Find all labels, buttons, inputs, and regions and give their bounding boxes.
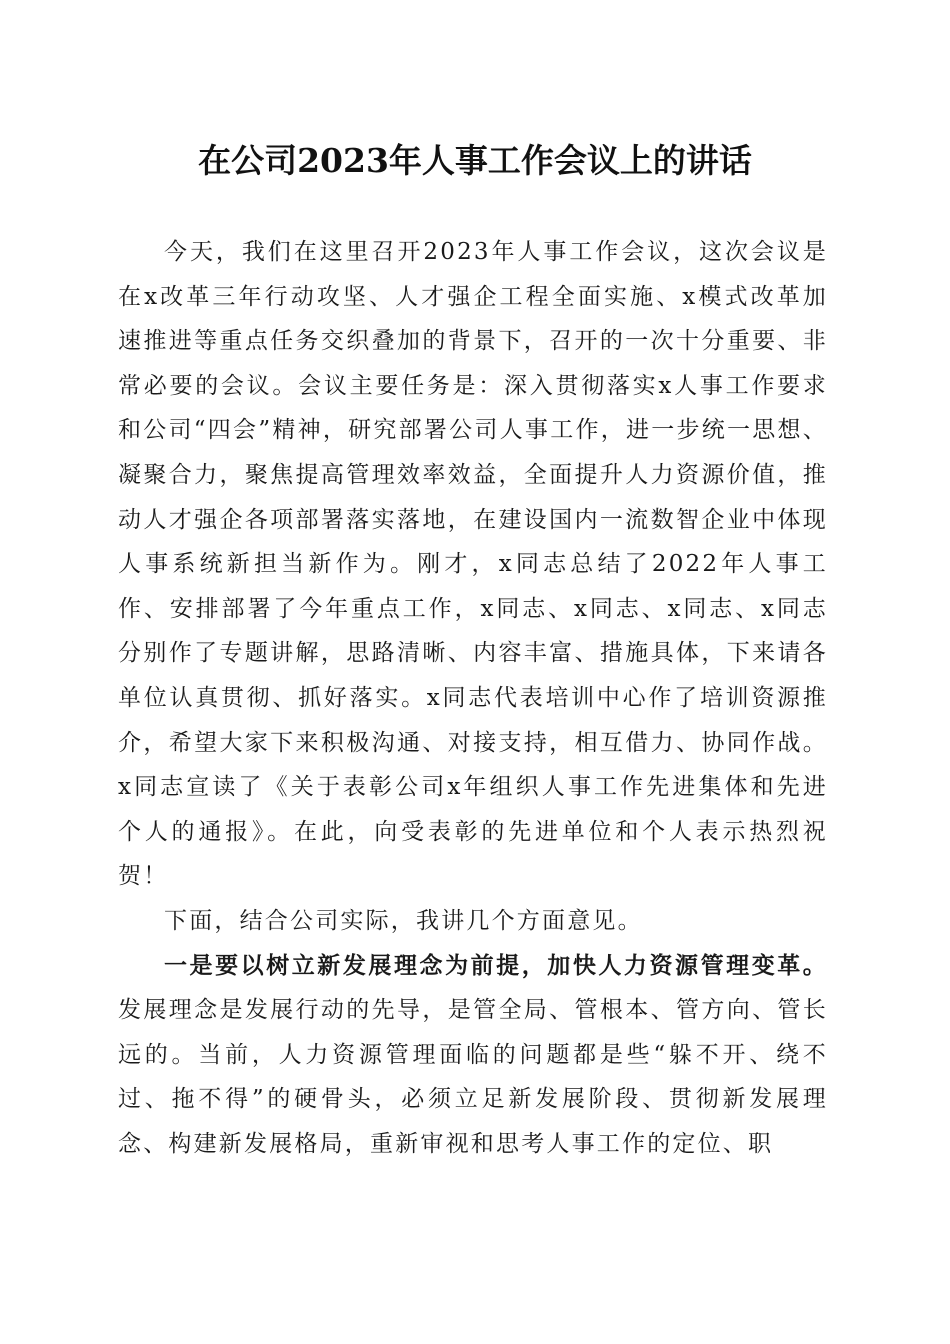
page-title: 在公司2023年人事工作会议上的讲话 — [198, 141, 752, 180]
point-one-heading: 一是要以树立新发展理念为前提，加快人力资源管理变革。 — [164, 951, 828, 979]
paragraph-transition: 下面，结合公司实际，我讲几个方面意见。 — [164, 907, 643, 934]
paragraph-point-one — [118, 944, 828, 1167]
document-body — [118, 230, 828, 1166]
point-one-text: 发展理念是发展行动的先导，是管全局、管根本、管方向、管长远的。当前，人力资源管理面临的问题都是些“躲不开、绕不过、拖不得”的硬骨头，必须立足新发展阶段、贯彻新发展理念、构建新发展格局，重新审视和思考人事工作的定位、职 — [118, 997, 828, 1157]
paragraph-opening: 今天，我们在这里召开2023年人事工作会议，这次会议是在x改革三年行动攻坚、人才强企工程全面实施、x模式改革加速推进等重点任务交织叠加的背景下，召开的一次十分重要、非常必要的会议。会议主要任务是：深入贯彻落实x人事工作要求和公司“四会”精神，研究部署公司人事工作，进一步统一思想、凝聚合力，聚焦提高管理效率效益，全面提升人力资源价值，推动人才强企各项部署落实落地，在建设国内一流数智企业中体现人事系统新担当新作为。刚才，x同志总结了2022年人事工作、安排部署了今年重点工作，x同志、x同志、x同志、x同志分别作了专题讲解，思路清晰、内容丰富、措施具体，下来请各单位认真贯彻、抓好落实。x同志代表培训中心作了培训资源推介，希望大家下来积极沟通、对接支持，相互借力、协同作战。x同志宣读了《关于表彰公司x年组织人事工作先进集体和先进个人的通报》。在此，向受表彰的先进单位和个人表示热烈祝贺！ — [118, 239, 828, 890]
